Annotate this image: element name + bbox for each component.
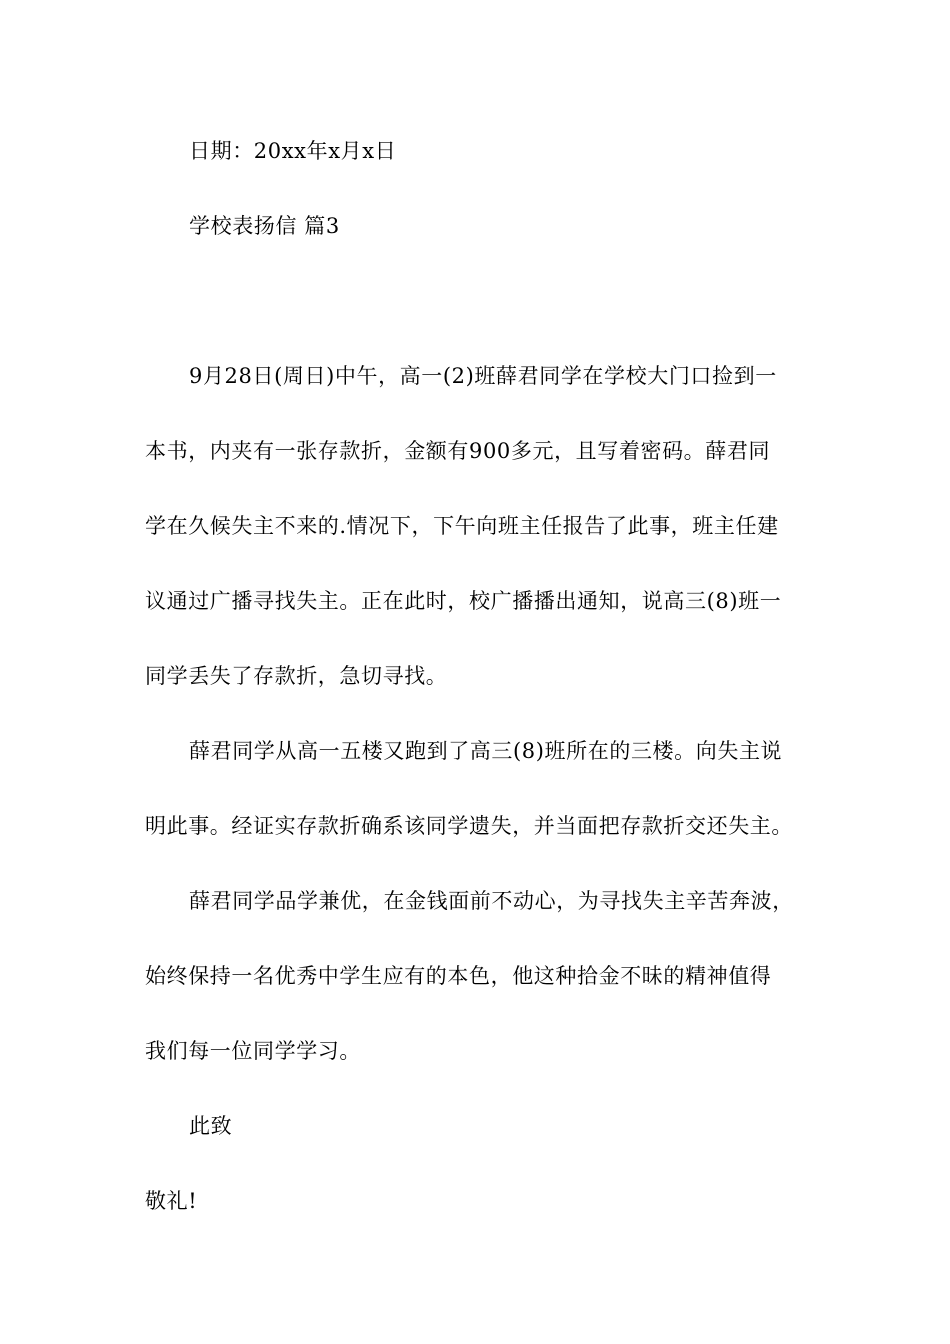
paragraph-line: 明此事。经证实存款折确系该同学遗失，并当面把存款折交还失主。 [145,814,793,838]
paragraph-line: 9月28日(周日)中午，高一(2)班薛君同学在学校大门口捡到一 [189,364,777,388]
letter-heading: 学校表扬信 篇3 [189,214,340,238]
paragraph-line: 薛君同学品学兼优，在金钱面前不动心，为寻找失主辛苦奔波， [189,889,794,913]
paragraph-line: 薛君同学从高一五楼又跑到了高三(8)班所在的三楼。向失主说 [189,739,783,763]
paragraph-line: 议通过广播寻找失主。正在此时，校广播播出通知，说高三(8)班一 [145,589,782,613]
paragraph-line: 本书，内夹有一张存款折，金额有900多元，且写着密码。薛君同 [145,439,771,463]
salutation-text: 敬礼! [145,1189,198,1213]
paragraph-line: 同学丢失了存款折，急切寻找。 [145,664,448,688]
paragraph-line: 我们每一位同学学习。 [145,1039,361,1063]
date-line: 日期：20xx年x月x日 [189,139,397,163]
paragraph-line: 始终保持一名优秀中学生应有的本色，他这种拾金不昧的精神值得 [145,964,772,988]
paragraph-line: 学在久候失主不来的.情况下，下午向班主任报告了此事，班主任建 [145,514,779,538]
closing-text: 此致 [189,1114,233,1138]
